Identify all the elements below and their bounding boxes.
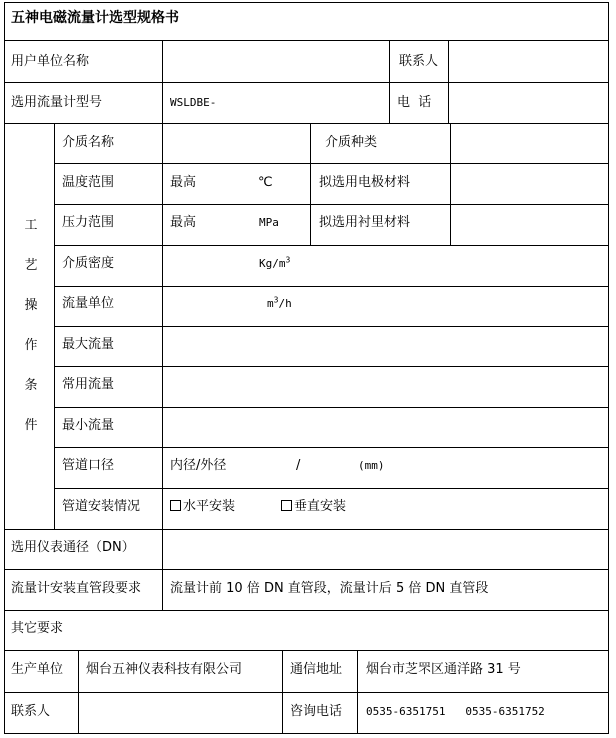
row-divider (54, 286, 609, 287)
meter-model-value: WSLDBE- (170, 96, 217, 109)
pipe-diameter-unit: (mm) (358, 459, 385, 472)
min-flow-label: 最小流量 (62, 418, 115, 433)
flow-unit-label: 流量单位 (62, 296, 115, 311)
normal-flow-label: 常用流量 (62, 377, 115, 392)
address-label: 通信地址 (290, 662, 343, 677)
col-divider (448, 40, 449, 123)
vertical-install-option[interactable] (281, 499, 346, 515)
row-divider (54, 245, 609, 246)
row-divider (4, 82, 609, 83)
process-label-char: 条 (24, 378, 38, 393)
col-divider (162, 40, 163, 610)
flow-unit-exponent: 3 (273, 295, 279, 305)
phone-label: 电 话 (397, 95, 432, 110)
process-label-char: 工 (24, 218, 38, 233)
address-value: 烟台市芝罘区通洋路 31 号 (366, 662, 521, 677)
col-divider (450, 123, 451, 245)
horizontal-install-option[interactable] (170, 499, 235, 515)
flow-unit-base: m (267, 297, 274, 310)
col-divider (389, 40, 390, 123)
density-unit-base: Kg/m (259, 257, 286, 270)
pressure-label: 压力范围 (62, 215, 115, 230)
contact-label: 联系人 (399, 54, 439, 69)
row-divider (4, 123, 609, 124)
row-divider (4, 650, 609, 651)
temperature-label: 温度范围 (62, 175, 115, 190)
inquiry-phone-value: 0535-6351751 0535-6351752 (366, 705, 545, 718)
other-requirements-label: 其它要求 (11, 621, 64, 636)
process-label-char: 操 (24, 298, 38, 313)
spec-sheet-frame (4, 2, 609, 734)
vertical-install-checkbox[interactable] (281, 500, 292, 511)
user-unit-label: 用户单位名称 (11, 54, 90, 69)
electrode-material-label: 拟选用电极材料 (319, 175, 411, 190)
row-divider (4, 529, 609, 530)
row-divider (54, 326, 609, 327)
max-flow-label: 最大流量 (62, 337, 115, 352)
col-divider (78, 650, 79, 734)
medium-name-label: 介质名称 (62, 135, 115, 150)
row-divider (54, 447, 609, 448)
row-divider (4, 610, 609, 611)
horizontal-install-label: 水平安装 (183, 499, 236, 514)
row-divider (54, 407, 609, 408)
medium-type-label: 介质种类 (325, 135, 378, 150)
col-divider (54, 123, 55, 529)
horizontal-install-checkbox[interactable] (170, 500, 181, 511)
process-label-char: 件 (24, 418, 38, 433)
manufacturer-value: 烟台五神仪表科技有限公司 (86, 662, 243, 677)
pipe-diameter-label: 管道口径 (62, 458, 115, 473)
inquiry-phone-label: 咨询电话 (290, 704, 343, 719)
row-divider (4, 692, 609, 693)
process-label-char: 作 (24, 338, 38, 353)
row-divider (54, 163, 609, 164)
flow-unit-value (267, 296, 292, 312)
straight-pipe-value: 流量计前 10 倍 DN 直管段，流量计后 5 倍 DN 直管段 (170, 581, 489, 596)
pipe-diameter-text: 内径/外径 (170, 458, 227, 473)
pressure-max-label: 最高 (170, 215, 197, 230)
vertical-install-label: 垂直安装 (294, 499, 347, 514)
lining-material-label: 拟选用衬里材料 (319, 215, 411, 230)
process-label-char: 艺 (24, 258, 38, 273)
col-divider (357, 650, 358, 734)
row-divider (54, 366, 609, 367)
density-unit (259, 256, 290, 272)
straight-pipe-label: 流量计安装直管段要求 (11, 581, 142, 596)
row-divider (4, 40, 609, 41)
pressure-unit: MPa (259, 216, 279, 229)
col-divider (310, 123, 311, 245)
installation-label: 管道安装情况 (62, 499, 141, 514)
nominal-diameter-label: 选用仪表通径（DN） (11, 540, 135, 555)
temperature-unit: ℃ (258, 175, 273, 190)
density-unit-exponent: 3 (285, 255, 291, 265)
pipe-diameter-slash: / (296, 458, 301, 473)
manufacturer-label: 生产单位 (11, 662, 64, 677)
flow-unit-tail: /h (278, 297, 292, 310)
meter-model-label: 选用流量计型号 (11, 95, 103, 110)
row-divider (54, 488, 609, 489)
density-label: 介质密度 (62, 256, 115, 271)
row-divider (54, 204, 609, 205)
col-divider (282, 650, 283, 734)
row-divider (4, 569, 609, 570)
footer-contact-label: 联系人 (11, 704, 51, 719)
page-title: 五神电磁流量计选型规格书 (11, 10, 179, 26)
temperature-max-label: 最高 (170, 175, 197, 190)
